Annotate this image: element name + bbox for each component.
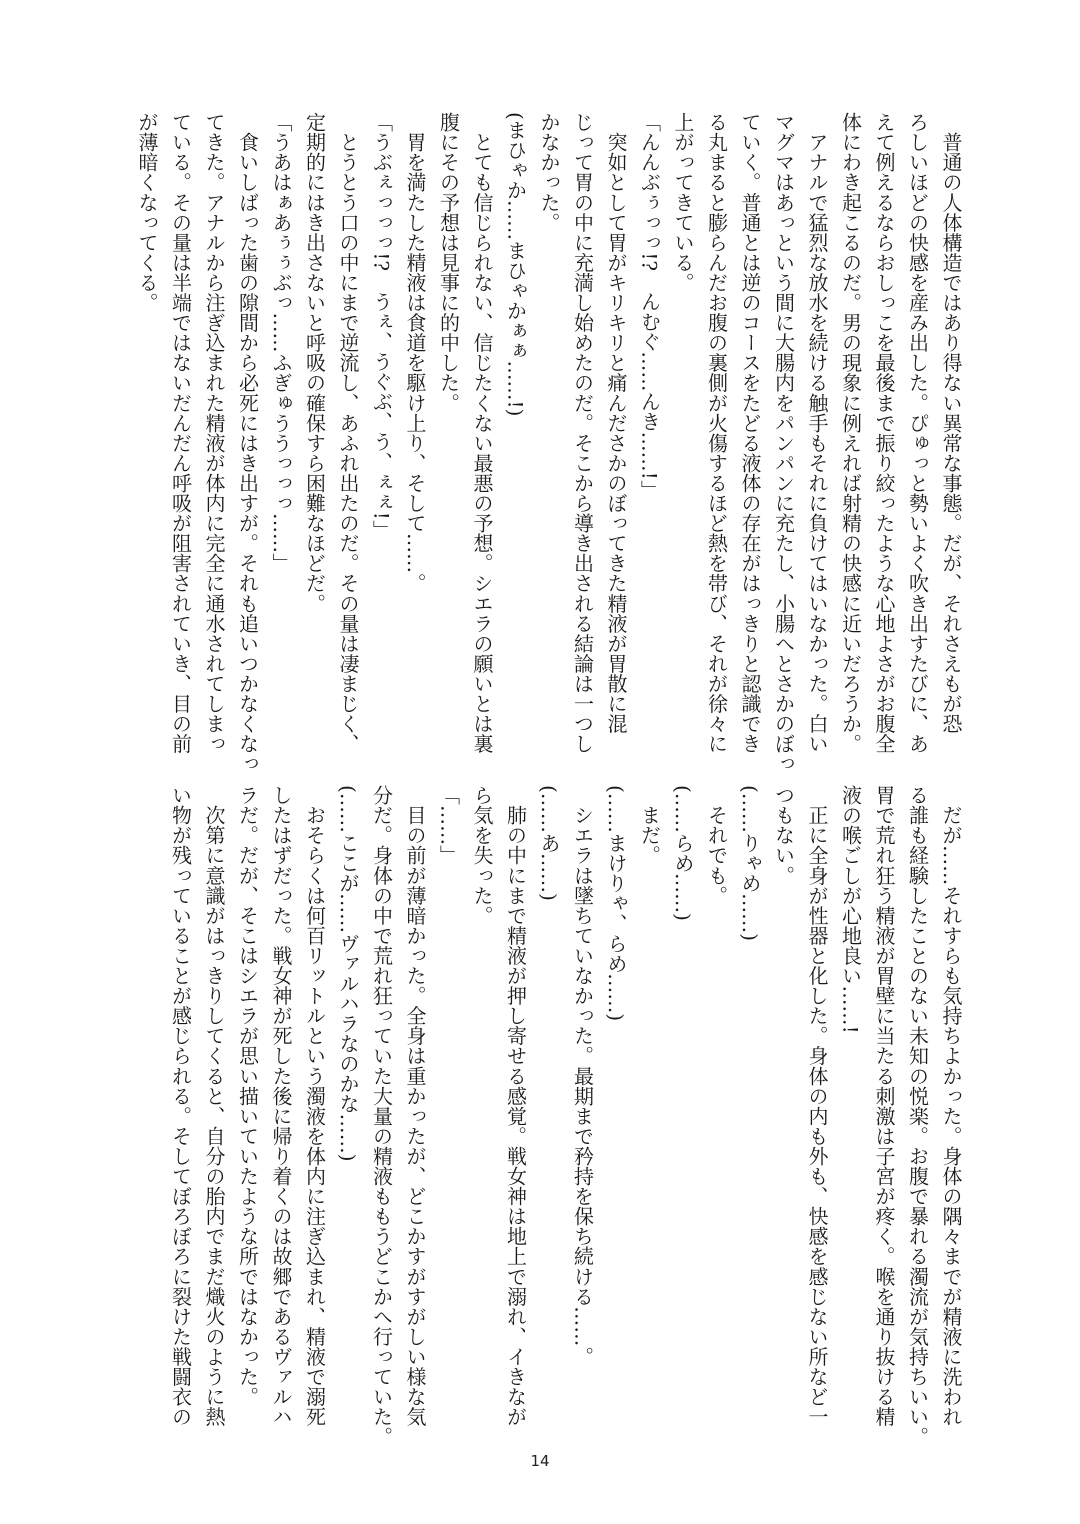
text-column: とても信じられない、信じたくない最悪の予想。シエラの願いとは裏	[470, 112, 494, 754]
text-column: 腹にその予想は見事に的中した。	[436, 112, 461, 413]
text-column: まだ。	[637, 785, 662, 866]
text-column: マグマはあっという間に大腸内をパンパンに充たし、小腸へとさかのぼっ	[771, 112, 796, 774]
text-column: シエラは墜ちていなかった。最期まで矜持を保ち続ける……。	[570, 785, 595, 1367]
text-column: それでも。	[704, 785, 729, 906]
text-column: (まひゃか……まひゃかぁぁ……!)	[503, 112, 528, 417]
text-column: かなかった。	[537, 112, 561, 233]
text-column: 普通の人体構造ではあり得ない異常な事態。だが、それさえもが恐	[939, 112, 963, 734]
text-column: 正に全身が性器と化した。身体の内も外も、快感を感じない所など一	[805, 785, 829, 1427]
text-column: る誰も経験したことのない未知の悦楽。お腹で暴れる濁流が気持ちいい。	[905, 785, 930, 1447]
text-column: つもない。	[771, 785, 796, 886]
text-column: 分だ。身体の中で荒れ狂っていた大量の精液ももうどこかへ行っていた。	[369, 785, 394, 1447]
text-column: 突如として胃がキリキリと痛んださかのぼってきた精液が胃散に混	[604, 112, 628, 734]
text-column: 「んんぶぅっっ!? んむぐ……んき……!」	[637, 112, 662, 500]
text-column: 次第に意識がはっきりしてくると、自分の胎内でまだ熾火のように熱	[202, 785, 226, 1427]
text-column: ろしいほどの快感を産み出した。ぴゅっと勢いよく吹き出すたびに、あ	[905, 112, 930, 754]
text-column: 「うあはぁあぅぅぶっ……ふぎゅううっっっ……」	[269, 112, 293, 574]
page-number: 14	[530, 1452, 550, 1470]
text-column: とうとう口の中にまで逆流し、あふれ出たのだ。その量は凄まじく、	[336, 112, 360, 754]
text-column: い物が残っていることが感じられる。そしてぼろぼろに裂けた戦闘衣の	[168, 785, 193, 1427]
text-column: (……らめ……)	[671, 785, 695, 922]
text-column: したはずだった。戦女神が死した後に帰り着くのは故郷であるヴァルハ	[269, 785, 293, 1427]
text-column: だが……それすらも気持ちよかった。身体の隅々までが精液に洗われ	[939, 785, 963, 1427]
text-column: (……まけりゃ、らめ……)	[604, 785, 628, 1022]
text-column: (……りゃめ……)	[738, 785, 762, 942]
text-column: 「うぶぇっっっ!? うぇ、うぐぶ、う、ぇぇ!」	[369, 112, 394, 540]
text-column: おそらくは何百リットルという濁液を体内に注ぎ込まれ、精液で溺死	[302, 785, 327, 1427]
text-column: ていく。普通とは逆のコースをたどる液体の存在がはっきりと認識でき	[738, 112, 762, 754]
text-column: 上がってきている。	[671, 112, 695, 293]
text-column: てきた。アナルから注ぎ込まれた精液が体内に完全に通水されてしまっ	[202, 112, 226, 754]
text-column: じって胃の中に充満し始めたのだ。そこから導き出される結論は一つし	[570, 112, 595, 754]
text-column: 体にわき起こるのだ。男の現象に例えれば射精の快感に近いだろうか。	[838, 112, 863, 754]
text-column: 肺の中にまで精液が押し寄せる感覚。戦女神は地上で溺れ、イきなが	[503, 785, 528, 1427]
text-column: (……あ……)	[537, 785, 561, 901]
text-column: ら気を失った。	[470, 785, 494, 926]
text-column: が薄暗くなってくる。	[135, 112, 159, 313]
text-column: えて例えるならおしっこを最後まで振り絞ったような心地よさがお腹全	[872, 112, 896, 754]
lower-text-tier	[163, 785, 967, 1445]
text-column: ラだ。だが、そこはシエラが思い描いていたような所ではなかった。	[235, 785, 260, 1407]
text-column: 胃を満たした精液は食道を駆け上り、そして……。	[403, 112, 427, 594]
text-column: 定期的にはき出さないと呼吸の確保すら困難なほどだ。	[302, 112, 327, 614]
text-column: ている。その量は半端ではないだんだん呼吸が阻害されていき、目の前	[168, 112, 193, 754]
text-column: (……ここが……ヴァルハラなのかな……)	[336, 785, 360, 1162]
text-column: る丸まると膨らんだお腹の裏側が火傷するほど熱を帯び、それが徐々に	[704, 112, 729, 754]
text-column: アナルで猛烈な放水を続ける触手もそれに負けてはいなかった。白い	[805, 112, 829, 754]
text-column: 液の喉ごしが心地良い……!	[838, 785, 863, 1034]
text-column: 「……」	[436, 785, 461, 866]
upper-text-tier	[130, 112, 968, 772]
text-column: 食いしばった歯の隙間から必死にはき出すが。それも追いつかなくなっ	[235, 112, 260, 774]
text-column: 目の前が薄暗かった。全身は重かったが、どこかすがすがしい様な気	[403, 785, 427, 1427]
text-column: 胃で荒れ狂う精液が胃壁に当たる刺激は子宮が疼く。喉を通り抜ける精	[872, 785, 896, 1427]
